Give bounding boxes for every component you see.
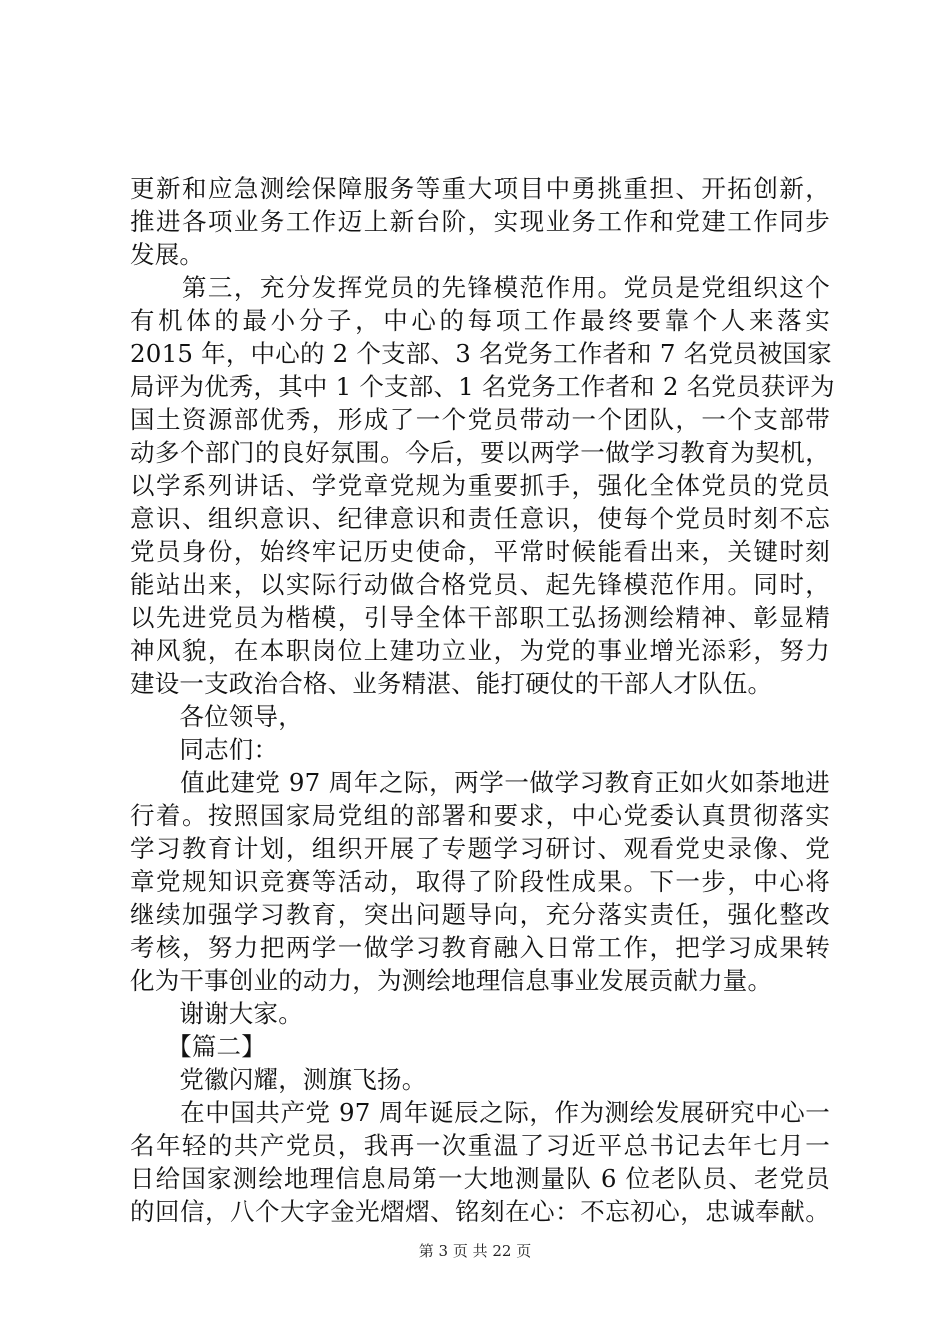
- body-text-line: 2015 年，中心的 2 个支部、3 名党务工作者和 7 名党员被国家: [130, 339, 832, 368]
- body-text-line: 学习教育计划，组织开展了专题学习研讨、观看党史录像、党: [130, 834, 830, 863]
- body-text-line: 第三，充分发挥党员的先锋模范作用。党员是党组织这个: [130, 273, 830, 302]
- body-text-line: 在中国共产党 97 周年诞辰之际，作为测绘发展研究中心一: [130, 1098, 830, 1127]
- body-text-line: 国土资源部优秀，形成了一个党员带动一个团队，一个支部带: [130, 405, 830, 434]
- body-text-line: 建设一支政治合格、业务精湛、能打硬仗的干部人才队伍。: [130, 669, 773, 698]
- closing-line: 谢谢大家。: [130, 999, 303, 1028]
- body-text-line: 化为干事创业的动力，为测绘地理信息事业发展贡献力量。: [130, 966, 773, 995]
- body-text-line: 值此建党 97 周年之际，两学一做学习教育正如火如荼地进: [130, 768, 830, 797]
- body-text-line: 更新和应急测绘保障服务等重大项目中勇挑重担、开拓创新，: [130, 174, 830, 203]
- body-text-line: 日给国家测绘地理信息局第一大地测量队 6 位老队员、老党员: [130, 1164, 830, 1193]
- body-text-line: 党徽闪耀，测旗飞扬。: [130, 1065, 427, 1094]
- body-text-line: 发展。: [130, 240, 205, 269]
- body-text-line: 能站出来，以实际行动做合格党员、起先锋模范作用。同时，: [130, 570, 830, 599]
- body-text-line: 章党规知识竞赛等活动，取得了阶段性成果。下一步，中心将: [130, 867, 830, 896]
- body-text-line: 局评为优秀，其中 1 个支部、1 名党务工作者和 2 名党员获评为: [130, 372, 835, 401]
- body-text-line: 党员身份，始终牢记历史使命，平常时候能看出来，关键时刻: [130, 537, 830, 566]
- body-text-line: 考核，努力把两学一做学习教育融入日常工作，把学习成果转: [130, 933, 830, 962]
- section-heading: 【篇二】: [130, 1032, 266, 1061]
- body-text-line: 动多个部门的良好氛围。今后，要以两学一做学习教育为契机，: [130, 438, 830, 467]
- body-text-line: 意识、组织意识、纪律意识和责任意识，使每个党员时刻不忘: [130, 504, 830, 533]
- body-text-line: 推进各项业务工作迈上新台阶，实现业务工作和党建工作同步: [130, 207, 830, 236]
- body-text-line: 以学系列讲话、学党章党规为重要抓手，强化全体党员的党员: [130, 471, 830, 500]
- page-footer: 第 3 页 共 22 页: [418, 1242, 532, 1260]
- body-text-line: 继续加强学习教育，突出问题导向，充分落实责任，强化整改: [130, 900, 830, 929]
- body-text-line: 行着。按照国家局党组的部署和要求，中心党委认真贯彻落实: [130, 801, 830, 830]
- body-text-line: 神风貌，在本职岗位上建功立业，为党的事业增光添彩，努力: [130, 636, 830, 665]
- salutation-line: 各位领导，: [130, 702, 303, 731]
- salutation-line: 同志们：: [130, 735, 279, 764]
- body-text-line: 的回信，八个大字金光熠熠、铭刻在心：不忘初心，忠诚奉献。: [130, 1197, 830, 1226]
- body-text-line: 名年轻的共产党员，我再一次重温了习近平总书记去年七月一: [130, 1131, 830, 1160]
- body-text-line: 有机体的最小分子，中心的每项工作最终要靠个人来落实: [130, 306, 830, 335]
- body-text-line: 以先进党员为楷模，引导全体干部职工弘扬测绘精神、彰显精: [130, 603, 830, 632]
